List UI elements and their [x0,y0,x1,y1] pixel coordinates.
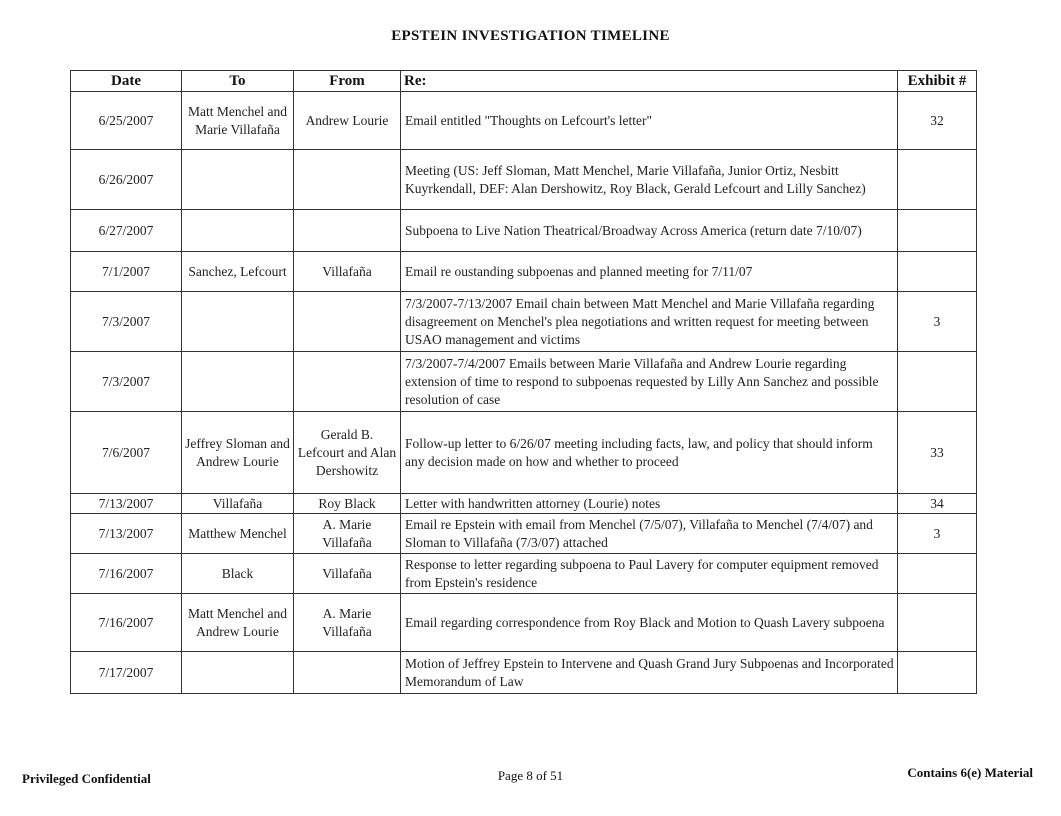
table-row [71,594,977,652]
exhibit-cell [898,352,977,412]
to-cell: Jeffrey Sloman and Andrew Lourie [182,412,294,494]
page-number: Page 8 of 51 [497,768,564,783]
date-cell: 7/16/2007 [71,554,182,594]
table-row [71,412,977,494]
from-cell [294,652,401,694]
re-cell: Email entitled "Thoughts on Lefcourt's letter" [401,92,898,150]
document-title: EPSTEIN INVESTIGATION TIMELINE [391,28,670,44]
footer-privileged-label: Privileged Confidential [22,771,151,786]
date-cell: 7/3/2007 [71,352,182,412]
exhibit-cell: 32 [898,92,977,150]
date-cell: 7/1/2007 [71,252,182,292]
re-cell: Email re Epstein with email from Menchel (7/5/07), Villafaña to Menchel (7/4/07) and Sloman to Villafaña (7/3/07) attached [401,514,898,554]
from-cell [294,352,401,412]
re-cell: Letter with handwritten attorney (Lourie) notes [401,494,898,514]
from-cell: Gerald B. Lefcourt and Alan Dershowitz [294,412,401,494]
exhibit-cell: 34 [898,494,977,514]
to-cell [182,352,294,412]
re-cell: Email regarding correspondence from Roy Black and Motion to Quash Lavery subpoena [401,594,898,652]
header-date: Date [71,71,182,92]
table-row [71,292,977,352]
date-cell: 7/6/2007 [71,412,182,494]
exhibit-cell [898,652,977,694]
from-cell: A. Marie Villafaña [294,594,401,652]
date-cell: 7/13/2007 [71,494,182,514]
table-row [71,252,977,292]
table-row [71,150,977,210]
table-row [71,652,977,694]
from-cell: Villafaña [294,252,401,292]
re-cell: Subpoena to Live Nation Theatrical/Broadway Across America (return date 7/10/07) [401,210,898,252]
to-cell [182,150,294,210]
date-cell: 7/3/2007 [71,292,182,352]
header-re: Re: [401,71,898,92]
exhibit-cell [898,210,977,252]
re-cell: Response to letter regarding subpoena to Paul Lavery for computer equipment removed from Epstein's residence [401,554,898,594]
date-cell: 7/16/2007 [71,594,182,652]
re-cell: Follow-up letter to 6/26/07 meeting including facts, law, and policy that should inform any decision made on how and whether to proceed [401,412,898,494]
exhibit-cell: 33 [898,412,977,494]
exhibit-cell [898,150,977,210]
to-cell: Matt Menchel and Andrew Lourie [182,594,294,652]
to-cell: Matthew Menchel [182,514,294,554]
from-cell [294,150,401,210]
header-row [71,71,977,92]
re-cell: Email re oustanding subpoenas and planned meeting for 7/11/07 [401,252,898,292]
from-cell [294,292,401,352]
table-row [71,514,977,554]
table-row [71,494,977,514]
from-cell: Andrew Lourie [294,92,401,150]
footer-6e-label: Contains 6(e) Material [907,765,1033,780]
table-row [71,92,977,150]
to-cell [182,652,294,694]
date-cell: 6/25/2007 [71,92,182,150]
header-exhibit: Exhibit # [898,71,977,92]
header-to: To [182,71,294,92]
to-cell [182,210,294,252]
to-cell: Sanchez, Lefcourt [182,252,294,292]
table-row [71,210,977,252]
to-cell: Black [182,554,294,594]
date-cell: 7/13/2007 [71,514,182,554]
from-cell [294,210,401,252]
header-from: From [294,71,401,92]
exhibit-cell [898,554,977,594]
exhibit-cell: 3 [898,292,977,352]
to-cell: Villafaña [182,494,294,514]
exhibit-cell [898,252,977,292]
date-cell: 6/26/2007 [71,150,182,210]
from-cell: Roy Black [294,494,401,514]
date-cell: 7/17/2007 [71,652,182,694]
re-cell: Meeting (US: Jeff Sloman, Matt Menchel, Marie Villafaña, Junior Ortiz, Nesbitt Kuyrkendall, DEF: Alan Dershowitz, Roy Black, Gerald Lefcourt and Lilly Sanchez) [401,150,898,210]
exhibit-cell [898,594,977,652]
re-cell: 7/3/2007-7/4/2007 Emails between Marie Villafaña and Andrew Lourie regarding extension of time to respond to subpoenas requested by Lilly Ann Sanchez and possible resolution of case [401,352,898,412]
table-row [71,554,977,594]
table-row [71,352,977,412]
exhibit-cell: 3 [898,514,977,554]
re-cell: Motion of Jeffrey Epstein to Intervene and Quash Grand Jury Subpoenas and Incorporated Memorandum of Law [401,652,898,694]
date-cell: 6/27/2007 [71,210,182,252]
to-cell [182,292,294,352]
re-cell: 7/3/2007-7/13/2007 Email chain between Matt Menchel and Marie Villafaña regarding disagreement on Menchel's plea negotiations and written request for meeting between USAO management and victims [401,292,898,352]
from-cell: A. Marie Villafaña [294,514,401,554]
to-cell: Matt Menchel and Marie Villafaña [182,92,294,150]
from-cell: Villafaña [294,554,401,594]
timeline-table [70,70,977,694]
